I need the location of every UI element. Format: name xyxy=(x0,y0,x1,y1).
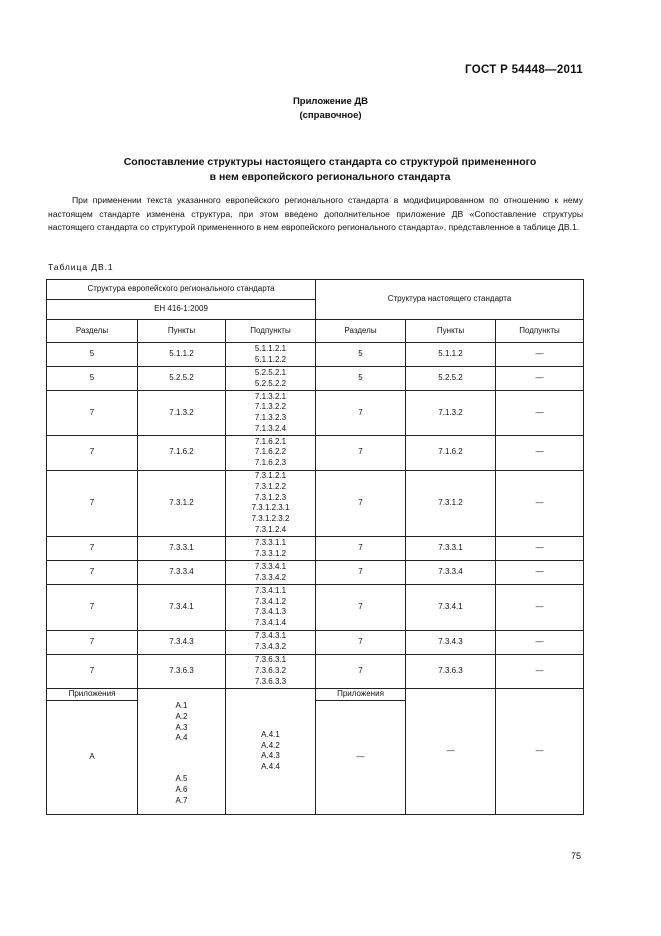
cell-national-clause: 7.3.4.3 xyxy=(406,630,496,654)
appendix-clause-item: А.3 xyxy=(175,722,188,732)
subclause-item: 7.1.6.2.1 xyxy=(254,436,287,446)
subclause-item: 7.3.1.2.3.2 xyxy=(251,514,290,524)
cell-clause: 7.3.4.1 xyxy=(138,585,226,630)
national-appendix-section: — xyxy=(316,700,406,814)
structure-comparison-table xyxy=(46,279,584,815)
cell-national-section: 7 xyxy=(316,470,406,537)
cell-national-section: 7 xyxy=(316,436,406,470)
subclause-item: 7.3.4.1.3 xyxy=(254,607,287,617)
cell-clause: 5.2.5.2 xyxy=(138,367,226,391)
table-row xyxy=(47,654,584,688)
cell-national-section: 5 xyxy=(316,343,406,367)
appendix-section: А xyxy=(47,700,138,814)
appendix-subclause-item: А.4.1 xyxy=(261,729,280,739)
subclause-item: 7.1.6.2.2 xyxy=(254,447,287,457)
cell-subclauses xyxy=(226,537,316,561)
national-appendix-clause: — xyxy=(406,688,496,814)
subclause-item: 7.3.1.2.3.1 xyxy=(251,503,290,513)
appendix-clause-item: А.7 xyxy=(175,795,188,805)
appendix-clause-item: А.2 xyxy=(175,711,188,721)
cell-national-clause: 7.3.3.1 xyxy=(406,537,496,561)
table-caption: Таблица ДВ.1 xyxy=(48,262,114,272)
cell-subclauses xyxy=(226,391,316,436)
table-row xyxy=(47,343,584,367)
cell-subclauses xyxy=(226,367,316,391)
cell-national-subclause: — xyxy=(496,470,584,537)
subclause-item: 5.2.5.2.2 xyxy=(254,378,287,388)
cell-national-clause: 5.1.1.2 xyxy=(406,343,496,367)
cell-clause: 7.1.6.2 xyxy=(138,436,226,470)
cell-clause: 7.1.3.2 xyxy=(138,391,226,436)
cell-clause: 7.3.1.2 xyxy=(138,470,226,537)
subclause-item: 7.3.3.1.2 xyxy=(254,548,287,558)
cell-national-clause: 7.3.6.3 xyxy=(406,654,496,688)
subclause-item: 7.3.3.4.2 xyxy=(254,572,287,582)
column-header: Разделы xyxy=(47,320,138,343)
appendix-subclause-item: А.4.3 xyxy=(261,751,280,761)
column-header: Пункты xyxy=(406,320,496,343)
appendix-label: Приложения xyxy=(47,688,138,700)
european-standard-code: ЕН 416-1:2009 xyxy=(47,300,316,320)
subclause-item: 7.3.3.1.1 xyxy=(254,538,287,548)
appendix-type: (справочное) xyxy=(299,110,362,121)
cell-national-clause: 7.3.3.4 xyxy=(406,561,496,585)
subclause-item: 7.3.1.2.2 xyxy=(254,481,287,491)
appendix-subclause-item: А.4.4 xyxy=(261,762,280,772)
cell-national-section: 7 xyxy=(316,391,406,436)
appendix-subclause-item: А.4.2 xyxy=(261,740,280,750)
cell-section: 7 xyxy=(47,561,138,585)
subclause-item: 7.3.4.1.2 xyxy=(254,596,287,606)
cell-clause: 7.3.3.1 xyxy=(138,537,226,561)
subclause-item: 7.3.3.4.1 xyxy=(254,562,287,572)
section-heading xyxy=(60,155,600,185)
cell-section: 7 xyxy=(47,585,138,630)
appendix-clause-item: А.6 xyxy=(175,784,188,794)
cell-subclauses xyxy=(226,654,316,688)
table-row xyxy=(47,561,584,585)
heading-line-2: в нем европейского регионального стандарта xyxy=(209,171,451,183)
cell-section: 7 xyxy=(47,654,138,688)
cell-national-section: 7 xyxy=(316,630,406,654)
cell-section: 7 xyxy=(47,436,138,470)
subclause-item: 7.1.3.2.2 xyxy=(254,402,287,412)
cell-national-section: 7 xyxy=(316,537,406,561)
subclause-item: 7.1.3.2.4 xyxy=(254,423,287,433)
cell-subclauses xyxy=(226,436,316,470)
subclause-item: 7.3.1.2.4 xyxy=(254,525,287,535)
appendix-clauses xyxy=(138,688,226,814)
subclause-item: 7.3.4.3.2 xyxy=(254,642,287,652)
cell-subclauses xyxy=(226,343,316,367)
subclause-item: 7.3.4.1.4 xyxy=(254,618,287,628)
cell-national-clause: 7.1.6.2 xyxy=(406,436,496,470)
cell-national-clause: 7.1.3.2 xyxy=(406,391,496,436)
column-header: Пункты xyxy=(138,320,226,343)
cell-national-section: 7 xyxy=(316,654,406,688)
column-header: Подпункты xyxy=(226,320,316,343)
subclause-item: 7.3.4.1.1 xyxy=(254,585,287,595)
cell-section: 7 xyxy=(47,630,138,654)
cell-clause: 7.3.3.4 xyxy=(138,561,226,585)
column-header: Разделы xyxy=(316,320,406,343)
national-appendix-label: Приложения xyxy=(316,688,406,700)
cell-national-subclause: — xyxy=(496,654,584,688)
subclause-item: 7.3.1.2.1 xyxy=(254,471,287,481)
cell-national-clause: 5.2.5.2 xyxy=(406,367,496,391)
subclause-item: 7.3.4.3.1 xyxy=(254,631,287,641)
heading-line-1: Сопоставление структуры настоящего стандарта со структурой примененного xyxy=(123,156,537,168)
cell-clause: 5.1.1.2 xyxy=(138,343,226,367)
intro-paragraph: При применении текста указанного европейского регионального стандарта в модифицированном по отношению к нему настоящем стандарте изменена структура, при этом введено дополнительное приложение ДВ «Сопоставление структуры настоящего стандарта со структурой примененного в нем европейского регионального стандарта», представленное в таблице ДВ.1. xyxy=(48,195,583,232)
subclause-item: 5.1.1.2.1 xyxy=(254,343,287,353)
cell-subclauses xyxy=(226,630,316,654)
table-row xyxy=(47,630,584,654)
page-number: 75 xyxy=(570,851,581,861)
table-row xyxy=(47,436,584,470)
cell-national-clause: 7.3.1.2 xyxy=(406,470,496,537)
cell-subclauses xyxy=(226,561,316,585)
subclause-item: 7.1.3.2.1 xyxy=(254,391,287,401)
appendix-label: Приложение ДВ xyxy=(292,96,369,107)
cell-section: 7 xyxy=(47,537,138,561)
subclause-item: 5.2.5.2.1 xyxy=(254,367,287,377)
cell-subclauses xyxy=(226,470,316,537)
cell-section: 7 xyxy=(47,391,138,436)
cell-national-section: 7 xyxy=(316,585,406,630)
cell-national-subclause: — xyxy=(496,367,584,391)
cell-national-subclause: — xyxy=(496,537,584,561)
subclause-item: 7.3.6.3.1 xyxy=(254,655,287,665)
cell-section: 7 xyxy=(47,470,138,537)
cell-national-subclause: — xyxy=(496,436,584,470)
cell-national-section: 5 xyxy=(316,367,406,391)
table-row xyxy=(47,367,584,391)
appendix-clause-item: А.5 xyxy=(175,774,188,784)
cell-clause: 7.3.4.3 xyxy=(138,630,226,654)
appendix-clause-item: А.4 xyxy=(175,733,188,743)
national-structure-header: Структура настоящего стандарта xyxy=(316,280,584,320)
cell-national-subclause: — xyxy=(496,585,584,630)
cell-section: 5 xyxy=(47,343,138,367)
appendix-clause-item: А.1 xyxy=(175,700,188,710)
cell-national-subclause: — xyxy=(496,630,584,654)
cell-national-subclause: — xyxy=(496,561,584,585)
table-row xyxy=(47,585,584,630)
cell-national-section: 7 xyxy=(316,561,406,585)
subclause-item: 7.3.6.3.3 xyxy=(254,676,287,686)
appendix-label-row xyxy=(47,688,584,700)
subclause-item: 7.1.3.2.3 xyxy=(254,413,287,423)
subclause-item: 7.3.6.3.2 xyxy=(254,665,287,675)
cell-clause: 7.3.6.3 xyxy=(138,654,226,688)
table-row xyxy=(47,470,584,537)
document-code: ГОСТ Р 54448—2011 xyxy=(465,64,583,76)
cell-national-clause: 7.3.4.1 xyxy=(406,585,496,630)
cell-national-subclause: — xyxy=(496,391,584,436)
subclause-item: 5.1.1.2.2 xyxy=(254,354,287,364)
cell-section: 5 xyxy=(47,367,138,391)
national-appendix-subclause: — xyxy=(496,688,584,814)
column-header: Подпункты xyxy=(496,320,584,343)
subclause-item: 7.1.6.2.3 xyxy=(254,458,287,468)
subclause-item: 7.3.1.2.3 xyxy=(254,492,287,502)
cell-subclauses xyxy=(226,585,316,630)
appendix-subclauses xyxy=(226,688,316,814)
appendix-title xyxy=(0,95,661,123)
european-structure-header: Структура европейского регионального стандарта xyxy=(47,280,316,300)
table-row xyxy=(47,391,584,436)
table-row xyxy=(47,537,584,561)
cell-national-subclause: — xyxy=(496,343,584,367)
